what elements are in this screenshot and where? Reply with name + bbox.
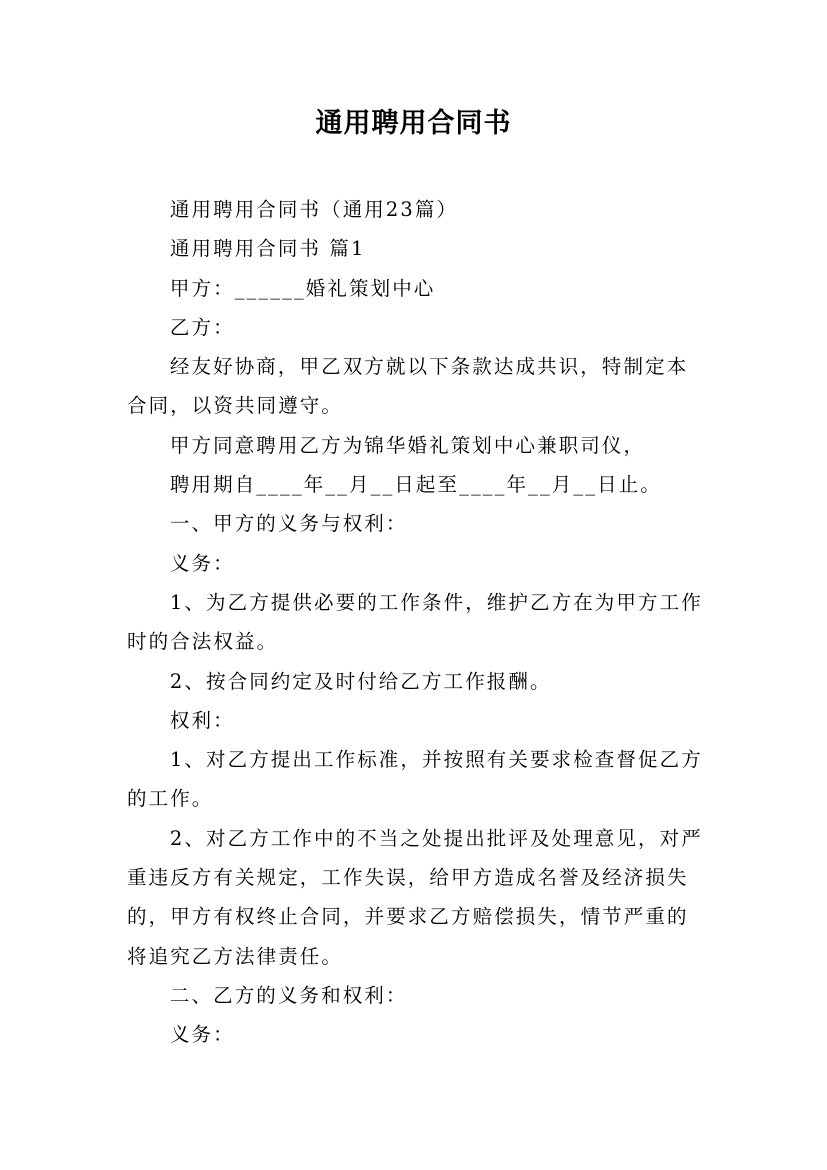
- paragraph-section-title: 通用聘用合同书 篇1: [169, 237, 366, 261]
- paragraph-party-b: 乙方：: [169, 315, 235, 339]
- paragraph-clause-1-heading: 一、甲方的义务与权利：: [169, 512, 408, 536]
- paragraph-agreement: 经友好协商，甲乙双方就以下条款达成共识，特制定本合同，以资共同遵守。: [127, 355, 689, 418]
- paragraph-clause-2-heading: 二、乙方的义务和权利：: [169, 983, 408, 1007]
- paragraph-obligation-1: 1、为乙方提供必要的工作条件，维护乙方在为甲方工作时的合法权益。: [127, 590, 703, 654]
- paragraph-obligations-label-b: 义务：: [169, 1023, 235, 1047]
- paragraph-obligation-2: 2、按合同约定及时付给乙方工作报酬。: [169, 669, 552, 693]
- paragraph-obligations-label: 义务：: [169, 551, 235, 575]
- paragraph-right-1: 1、对乙方提出工作标准，并按照有关要求检查督促乙方的工作。: [127, 748, 703, 811]
- paragraph-term: 聘用期自____年__月__日起至____年__月__日止。: [169, 473, 662, 497]
- document-title: 通用聘用合同书: [315, 108, 512, 139]
- paragraph-hire: 甲方同意聘用乙方为锦华婚礼策划中心兼职司仪，: [169, 433, 646, 457]
- paragraph-heading: 通用聘用合同书（通用23篇）: [169, 198, 459, 221]
- paragraph-party-a: 甲方：______婚礼策划中心: [169, 276, 436, 300]
- document-body: [127, 190, 703, 1055]
- paragraph-rights-label: 权利：: [169, 708, 235, 732]
- paragraph-right-2: 2、对乙方工作中的不当之处提出批评及处理意见，对严重违反方有关规定，工作失误，给甲方造成名誉及经济损失的，甲方有权终止合同，并要求乙方赔偿损失，情节严重的将追究乙方法律责任。: [127, 826, 703, 968]
